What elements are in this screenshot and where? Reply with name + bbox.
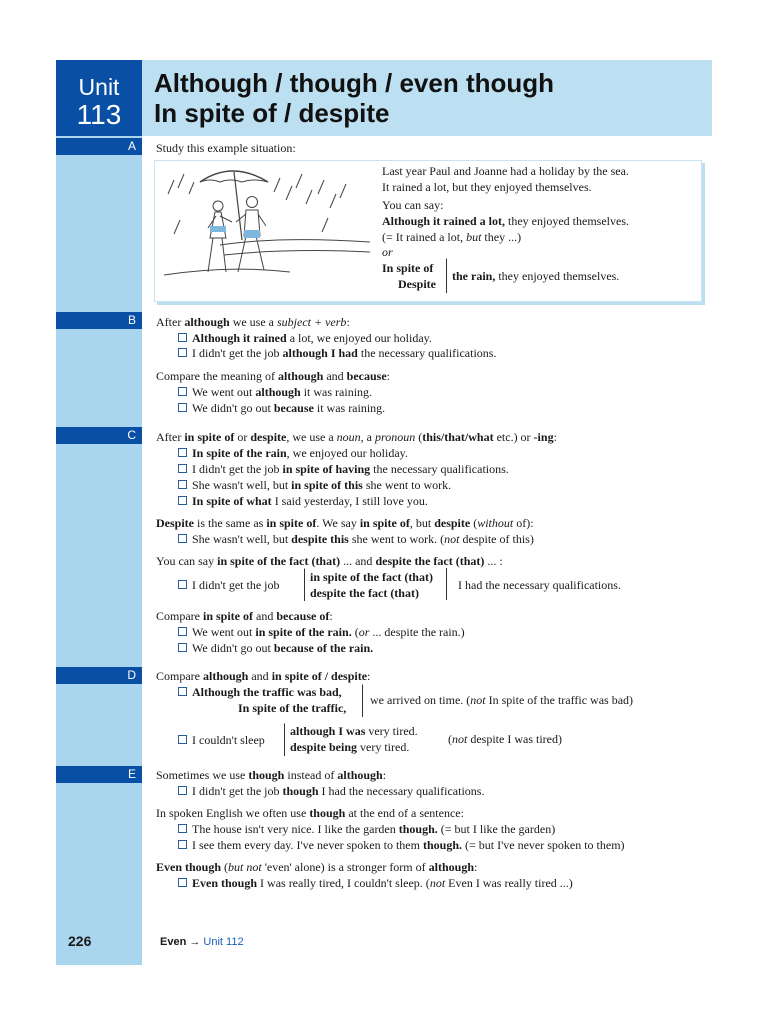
a-line-1: Last year Paul and Joanne had a holiday by the sea.	[382, 164, 629, 178]
c-example-6-option-2: despite the fact (that)	[310, 586, 419, 600]
unit-number: 113	[76, 99, 122, 130]
unit-link[interactable]: Unit 112	[203, 936, 244, 948]
c-example-8: We didn't go out because of the rain.	[178, 641, 373, 655]
c-brace-left	[304, 568, 305, 601]
e-para-1: Sometimes we use though instead of although:	[156, 768, 387, 782]
c-example-5: She wasn't well, but despite this she went to work. (not despite of this)	[178, 532, 534, 546]
b-example-1: Although it rained a lot, we enjoyed our holiday.	[178, 331, 432, 345]
b-example-4: We didn't go out because it was raining.	[178, 401, 385, 415]
arrow-right-icon: →	[189, 936, 201, 948]
sidebar-strip	[56, 60, 142, 965]
d-brace-1	[362, 684, 363, 717]
section-c-marker: C	[56, 427, 142, 444]
rain-couple-illustration	[160, 160, 372, 285]
page-title	[154, 68, 554, 128]
a-line-rain: the rain, they enjoyed themselves.	[452, 269, 620, 283]
cross-reference-word: Even	[160, 936, 187, 948]
b-example-2: I didn't get the job although I had the necessary qualifications.	[178, 346, 496, 360]
c-para-4: Compare in spite of and because of:	[156, 609, 333, 623]
d-para-1: Compare although and in spite of / despite:	[156, 669, 371, 683]
c-example-1: In spite of the rain, we enjoyed our holiday.	[178, 446, 408, 460]
c-example-7: We went out in spite of the rain. (or ... despite the rain.)	[178, 625, 465, 639]
a-line-4: Although it rained a lot, they enjoyed themselves.	[382, 214, 629, 228]
a-line-5: (= It rained a lot, but they ...)	[382, 230, 522, 244]
unit-badge	[56, 60, 142, 136]
b-para-1: After although we use a subject + verb:	[156, 315, 350, 329]
section-a-intro: Study this example situation:	[156, 141, 296, 155]
e-example-3: I see them every day. I've never spoken to them though. (= but I've never spoken to them)	[178, 838, 625, 852]
c-para-1: After in spite of or despite, we use a noun, a pronoun (this/that/what etc.) or -ing:	[156, 430, 557, 444]
section-d-marker: D	[56, 667, 142, 684]
a-despite: Despite	[398, 277, 436, 291]
c-example-6-lead: I didn't get the job	[178, 578, 279, 592]
c-example-4: In spite of what I said yesterday, I still love you.	[178, 494, 428, 508]
d-example-2-lead: I couldn't sleep	[178, 733, 265, 747]
c-brace-right	[446, 568, 447, 600]
d-brace-2	[284, 723, 285, 756]
a-line-or: or	[382, 245, 393, 259]
c-example-6-option-1: in spite of the fact (that)	[310, 570, 433, 584]
page-number: 226	[68, 933, 92, 949]
b-para-2: Compare the meaning of although and because:	[156, 369, 390, 383]
c-para-2: Despite is the same as in spite of. We say in spite of, but despite (without of):	[156, 516, 534, 530]
d-example-1-tail: we arrived on time. (not In spite of the traffic was bad)	[370, 693, 634, 707]
a-in-spite-of: In spite of	[382, 261, 434, 275]
c-example-6-tail: I had the necessary qualifications.	[458, 578, 621, 592]
title-line-1: Although / though / even though	[154, 68, 555, 98]
cross-reference[interactable]	[160, 936, 244, 948]
d-example-1-line-2: In spite of the traffic,	[238, 701, 347, 715]
d-example-2-note: (not despite I was tired)	[448, 732, 562, 746]
c-example-2: I didn't get the job in spite of having the necessary qualifications.	[178, 462, 509, 476]
section-b-marker: B	[56, 312, 142, 329]
c-para-3: You can say in spite of the fact (that) ... and despite the fact (that) ... :	[156, 554, 503, 568]
a-line-3: You can say:	[382, 198, 444, 212]
e-example-2: The house isn't very nice. I like the garden though. (= but I like the garden)	[178, 822, 555, 836]
c-example-3: She wasn't well, but in spite of this she went to work.	[178, 478, 451, 492]
e-example-4: Even though I was really tired, I couldn't sleep. (not Even I was really tired ...)	[178, 876, 573, 890]
a-brace	[446, 258, 447, 293]
title-line-2: In spite of / despite	[154, 98, 390, 128]
e-para-3: Even though (but not 'even' alone) is a stronger form of although:	[156, 860, 478, 874]
section-a-marker: A	[56, 138, 142, 155]
a-line-2: It rained a lot, but they enjoyed themselves.	[382, 180, 592, 194]
d-example-2-option-1: although I was very tired.	[290, 724, 418, 738]
unit-word: Unit	[78, 74, 120, 100]
d-example-2-option-2: despite being very tired.	[290, 740, 410, 754]
d-example-1-line-1: Although the traffic was bad,	[178, 685, 342, 699]
b-example-3: We went out although it was raining.	[178, 385, 372, 399]
section-e-marker: E	[56, 766, 142, 783]
e-para-2: In spoken English we often use though at the end of a sentence:	[156, 806, 464, 820]
e-example-1: I didn't get the job though I had the necessary qualifications.	[178, 784, 484, 798]
